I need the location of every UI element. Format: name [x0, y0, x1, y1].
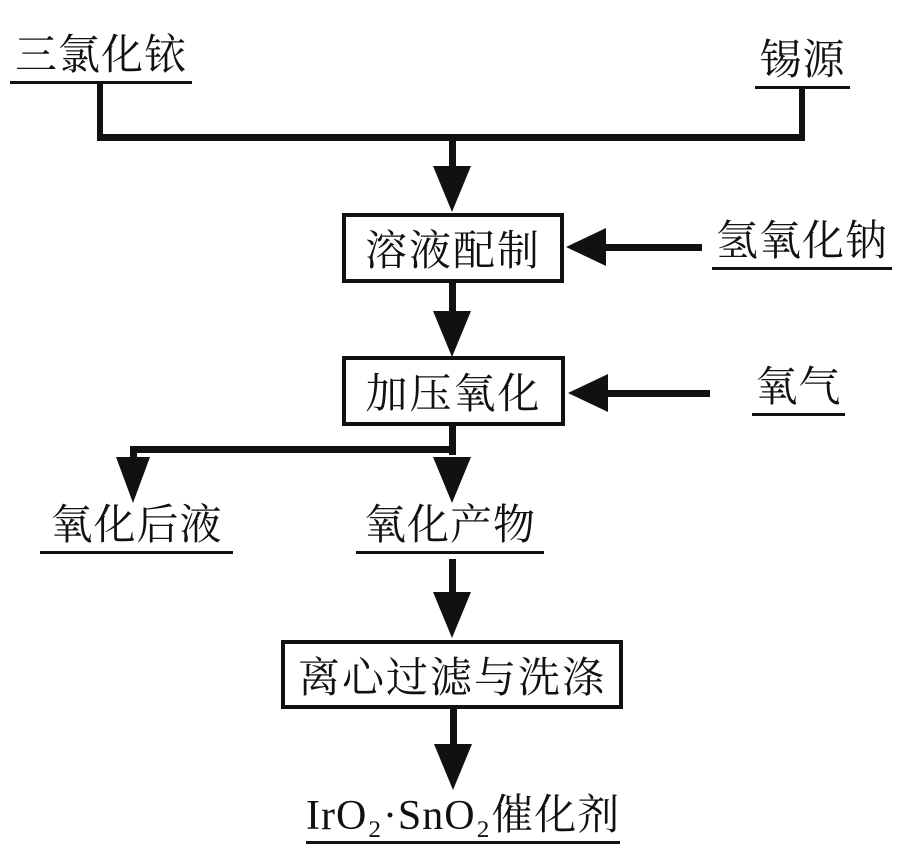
arrow-down-into-filtration-icon: [433, 592, 471, 638]
arrow-down-post-oxidation-liquid-icon: [116, 457, 150, 503]
arrow-down-into-solution-prep-icon: [433, 166, 471, 212]
label-oxygen: 氧气: [752, 364, 845, 416]
connector-naoh-line: [602, 244, 702, 251]
process-box-solution-preparation-label: 溶液配制: [364, 229, 541, 275]
arrow-left-naoh-icon: [566, 228, 606, 266]
arrow-down-into-oxidation-icon: [433, 311, 471, 357]
arrow-down-oxidation-product-icon: [433, 457, 471, 503]
label-oxidation-product: 氧化产物: [356, 502, 544, 554]
connector-box1-box2-line: [449, 283, 456, 313]
connector-oxygen-line: [604, 390, 710, 397]
process-box-centrifugal-filtration-washing: [281, 640, 623, 709]
connector-tin-vertical-line: [799, 87, 805, 138]
process-box-pressurized-oxidation-label: 加压氧化: [365, 372, 542, 418]
label-tin-source: 锡源: [755, 37, 850, 89]
arrow-down-into-catalyst-icon: [434, 744, 472, 790]
process-box-centrifugal-filtration-washing-label: 离心过滤与洗涤: [297, 655, 606, 702]
connector-iridium-vertical-line: [97, 82, 103, 138]
process-box-pressurized-oxidation: [342, 356, 565, 426]
process-box-solution-preparation: [342, 213, 564, 283]
connector-merge-stem-line: [449, 138, 456, 168]
connector-product-box3-line: [449, 559, 456, 595]
label-post-oxidation-liquid: 氧化后液: [40, 502, 233, 554]
connector-box3-catalyst-line: [450, 709, 457, 746]
label-catalyst-product: IrO₂·SnO₂催化剂: [306, 792, 620, 844]
connector-branch-horizontal-line: [130, 446, 456, 453]
label-sodium-hydroxide: 氢氧化钠: [712, 218, 892, 270]
arrow-left-oxygen-icon: [568, 374, 608, 412]
label-iridium-trichloride: 三氯化铱: [10, 32, 192, 84]
